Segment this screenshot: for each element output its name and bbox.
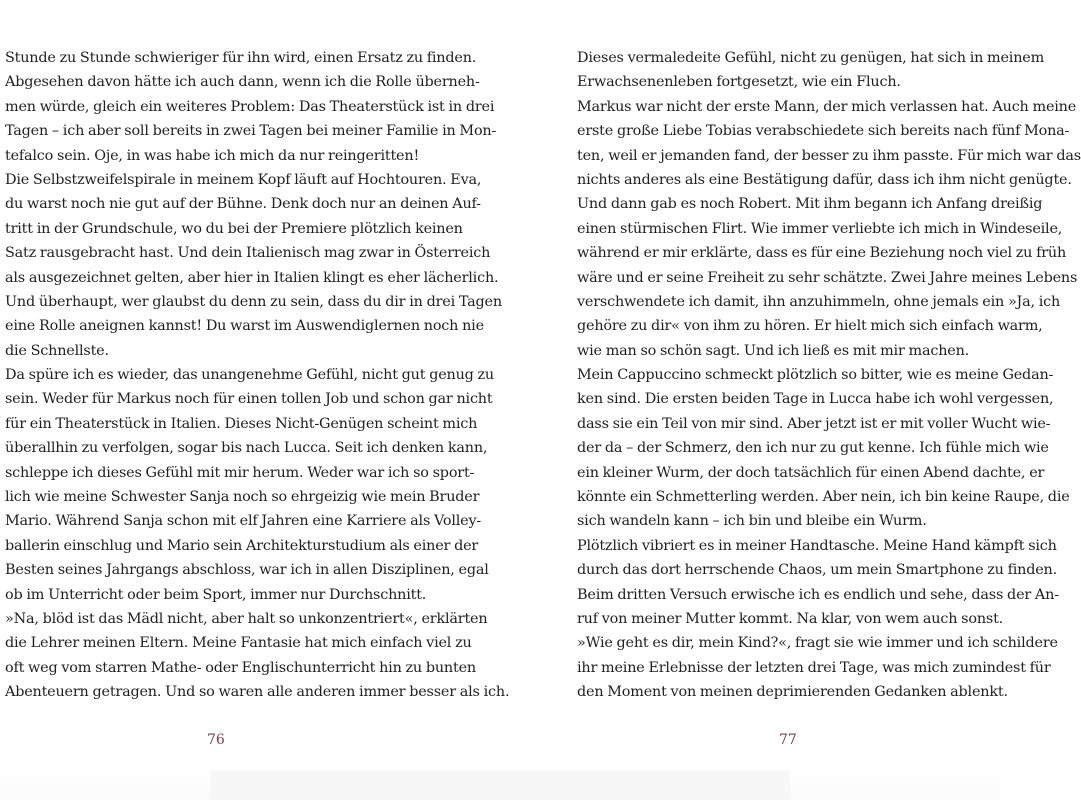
text-line: Dieses vermaledeite Gefühl, nicht zu genügen, hat sich in meinem: [577, 50, 1045, 66]
text-line: ten, weil er jemanden fand, der besser zu ihm passte. Für mich war das: [577, 147, 1081, 164]
text-line: ihr meine Erlebnisse der letzten drei Tage, was mich zumindest für: [577, 659, 1051, 676]
text-line: während er mir erklärte, dass es für eine Beziehung noch viel zu früh: [577, 245, 1067, 262]
text-line: Satz rausgebracht hast. Und dein Italienisch mag zwar in Österreich: [5, 245, 491, 262]
text-line: Und dann gab es noch Robert. Mit ihm begann ich Anfang dreißig: [577, 196, 1043, 213]
text-line: den Moment von meinen deprimierenden Gedanken ablenkt.: [577, 684, 1008, 701]
text-line: ein kleiner Wurm, der doch tatsächlich für einen Abend dachte, er: [577, 464, 1045, 481]
page-number-left: 76: [207, 732, 225, 748]
text-line: »Na, blöd ist das Mädl nicht, aber halt so unkonzentriert«, erklärten: [5, 610, 488, 627]
text-line: Da spüre ich es wieder, das unangenehme Gefühl, nicht gut genug zu: [5, 367, 494, 384]
right-page-text: [577, 46, 1081, 705]
text-line: eine Rolle aneignen kannst! Du warst im Auswendiglernen noch nie: [5, 318, 484, 335]
text-line: Abenteuern getragen. Und so waren alle anderen immer besser als ich.: [5, 684, 510, 701]
text-line: ballerin einschlug und Mario sein Architekturstudium als einer der: [5, 537, 479, 554]
text-line: lich wie meine Schwester Sanja noch so ehrgeizig wie mein Bruder: [5, 489, 480, 506]
text-line: schleppe ich dieses Gefühl mit mir herum. Weder war ich so sport-: [5, 464, 475, 481]
text-line: einen stürmischen Flirt. Wie immer verliebte ich mich in Windeseile,: [577, 220, 1063, 237]
text-line: oft weg vom starren Mathe- oder Englischunterricht hin zu bunten: [5, 659, 476, 676]
text-line: Und überhaupt, wer glaubst du denn zu sein, dass du dir in drei Tagen: [5, 293, 502, 310]
text-line: Besten seines Jahrgangs abschloss, war ich in allen Disziplinen, egal: [5, 562, 489, 579]
text-line: gehöre zu dir« von ihm zu hören. Er hielt mich sich einfach warm,: [577, 318, 1043, 335]
text-line: erste große Liebe Tobias verabschiedete sich bereits nach fünf Mona-: [577, 123, 1070, 140]
text-line: Beim dritten Versuch erwische ich es endlich und sehe, dass der An-: [577, 586, 1059, 603]
text-line: die Schnellste.: [5, 342, 109, 359]
text-line: Abgesehen davon hätte ich auch dann, wenn ich die Rolle überneh-: [5, 74, 480, 91]
text-line: Erwachsenenleben fortgesetzt, wie ein Fluch.: [577, 74, 901, 91]
text-line: Die Selbstzweifelspirale in meinem Kopf läuft auf Hochtouren. Eva,: [5, 171, 482, 188]
text-line: der da – der Schmerz, den ich nur zu gut kenne. Ich fühle mich wie: [577, 440, 1049, 457]
text-line: dass sie ein Teil von mir sind. Aber jetzt ist er mit voller Wucht wie-: [577, 415, 1051, 432]
text-line: sein. Weder für Markus noch für einen tollen Job und schon gar nicht: [5, 391, 493, 408]
text-line: wäre und er seine Freiheit zu sehr schätzte. Zwei Jahre meines Lebens: [577, 269, 1078, 286]
text-line: ken sind. Die ersten beiden Tage in Lucca habe ich wohl vergessen,: [577, 391, 1054, 408]
page-number-right: 77: [779, 732, 797, 748]
text-line: nichts anderes als eine Bestätigung dafür, dass ich ihm nicht genügte.: [577, 171, 1072, 188]
text-line: sich wandeln kann – ich bin und bleibe ein Wurm.: [577, 513, 927, 530]
text-line: Plötzlich vibriert es in meiner Handtasche. Meine Hand kämpft sich: [577, 537, 1057, 554]
text-line: verschwendete ich damit, ihn anzuhimmeln, ohne jemals ein »Ja, ich: [577, 293, 1061, 310]
text-line: durch das dort herrschende Chaos, um mein Smartphone zu finden.: [577, 562, 1057, 579]
text-line: tefalco sein. Oje, in was habe ich mich da nur reingeritten!: [5, 147, 420, 164]
text-line: men würde, gleich ein weiteres Problem: Das Theaterstück ist in drei: [5, 98, 495, 115]
text-line: für ein Theaterstück in Italien. Dieses Nicht-Genügen scheint mich: [5, 415, 478, 432]
text-line: als ausgezeichnet gelten, aber hier in Italien klingt es eher lächerlich.: [5, 269, 499, 286]
text-line: Stunde zu Stunde schwieriger für ihn wird, einen Ersatz zu finden.: [5, 50, 477, 66]
text-line: Mario. Während Sanja schon mit elf Jahren eine Karriere als Volley-: [5, 513, 482, 530]
text-line: ruf von meiner Mutter kommt. Na klar, von wem auch sonst.: [577, 610, 1004, 627]
text-line: überallhin zu verfolgen, sogar bis nach Lucca. Seit ich denken kann,: [5, 440, 488, 457]
text-line: ob im Unterricht oder beim Sport, immer nur Durchschnitt.: [5, 586, 427, 603]
text-line: tritt in der Grundschule, wo du bei der Premiere plötzlich keinen: [5, 220, 463, 237]
text-line: Tagen – ich aber soll bereits in zwei Tagen bei meiner Familie in Mon-: [5, 123, 497, 140]
left-page-text: [5, 46, 510, 705]
bottom-panel: [210, 770, 790, 800]
text-line: »Wie geht es dir, mein Kind?«, fragt sie wie immer und ich schildere: [577, 635, 1058, 652]
bottom-shade: [0, 770, 1000, 800]
text-line: du warst noch nie gut auf der Bühne. Denk doch nur an deinen Auf-: [5, 196, 481, 213]
text-line: wie man so schön sagt. Und ich ließ es mit mir machen.: [577, 342, 970, 359]
text-line: die Lehrer meinen Eltern. Meine Fantasie hat mich einfach viel zu: [5, 635, 472, 652]
text-line: Mein Cappuccino schmeckt plötzlich so bitter, wie es meine Gedan-: [577, 367, 1054, 384]
text-line: könnte ein Schmetterling werden. Aber nein, ich bin keine Raupe, die: [577, 489, 1070, 506]
text-line: Markus war nicht der erste Mann, der mich verlassen hat. Auch meine: [577, 98, 1077, 115]
